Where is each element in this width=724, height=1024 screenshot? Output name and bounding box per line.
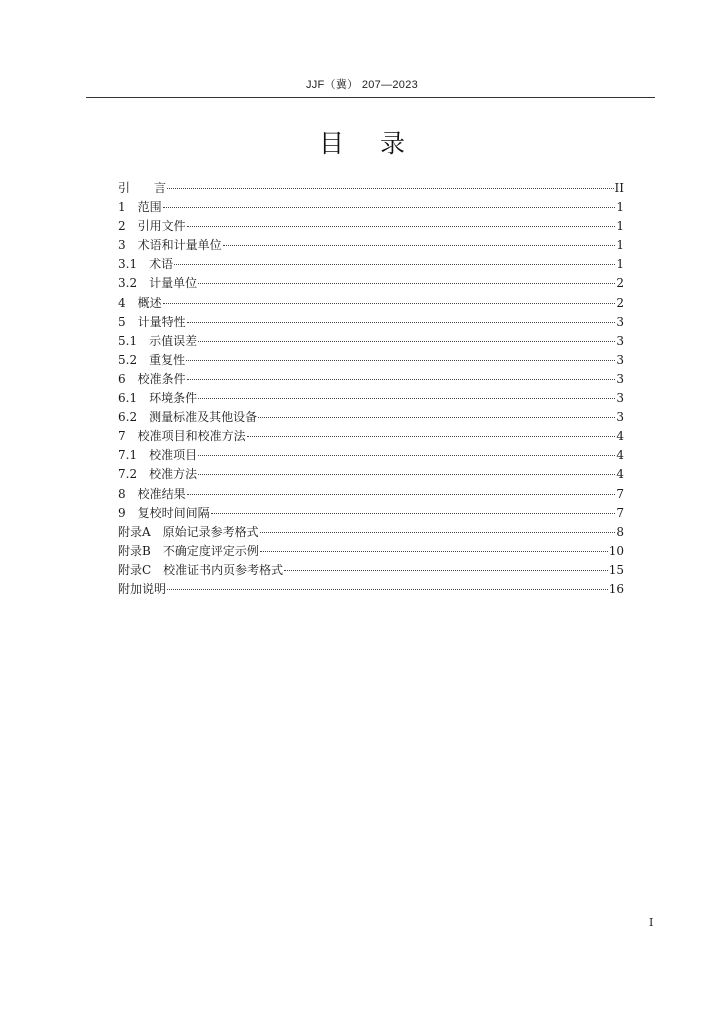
toc-entry[interactable] <box>118 485 624 504</box>
toc-entry-label: 附录C 校准证书内页参考格式 <box>118 562 284 577</box>
toc-entry[interactable] <box>118 465 624 484</box>
toc-entry-page: 16 <box>608 581 624 596</box>
toc-entry[interactable] <box>118 179 624 198</box>
toc-dot-leader <box>187 493 615 495</box>
toc-dot-leader <box>223 244 615 246</box>
toc-entry-label: 7 校准项目和校准方法 <box>118 429 246 444</box>
toc-entry-label: 8 校准结果 <box>118 486 186 501</box>
toc-entry-label: 附录B 不确定度评定示例 <box>118 543 259 558</box>
table-of-contents <box>118 179 624 599</box>
toc-entry[interactable] <box>118 446 624 465</box>
toc-dot-leader <box>198 340 615 342</box>
toc-dot-leader <box>186 359 615 361</box>
toc-entry-label: 9 复校时间间隔 <box>118 505 210 520</box>
toc-entry-page: 3 <box>616 352 624 367</box>
toc-entry[interactable] <box>118 580 624 599</box>
toc-entry-label: 5.2 重复性 <box>118 352 186 367</box>
toc-dot-leader <box>187 321 615 323</box>
toc-entry-page: 1 <box>616 238 624 253</box>
toc-dot-leader <box>211 512 615 514</box>
toc-entry-page: 7 <box>616 486 624 501</box>
toc-entry-page: 3 <box>616 391 624 406</box>
toc-entry-label: 4 概述 <box>118 295 162 310</box>
toc-dot-leader <box>260 550 608 552</box>
toc-entry-label: 6.1 环境条件 <box>118 391 198 406</box>
toc-entry[interactable] <box>118 217 624 236</box>
toc-entry-label: 3.2 计量单位 <box>118 276 198 291</box>
toc-entry-label: 附加说明 <box>118 581 167 596</box>
toc-entry-page: 3 <box>616 314 624 329</box>
toc-dot-leader <box>174 263 615 265</box>
toc-entry[interactable] <box>118 427 624 446</box>
toc-entry-label: 7.2 校准方法 <box>118 467 198 482</box>
toc-entry-page: 2 <box>616 276 624 291</box>
toc-entry-page: 7 <box>616 505 624 520</box>
toc-dot-leader <box>198 282 615 284</box>
toc-dot-leader <box>198 473 615 475</box>
toc-entry[interactable] <box>118 561 624 580</box>
toc-entry-label: 5.1 示值误差 <box>118 333 198 348</box>
toc-entry[interactable] <box>118 389 624 408</box>
toc-entry-label: 2 引用文件 <box>118 219 186 234</box>
toc-entry[interactable] <box>118 332 624 351</box>
toc-entry[interactable] <box>118 504 624 523</box>
toc-entry-page: 15 <box>608 562 624 577</box>
toc-entry[interactable] <box>118 370 624 389</box>
toc-entry-page: 3 <box>616 410 624 425</box>
toc-entry-label: 6.2 测量标准及其他设备 <box>118 410 258 425</box>
toc-entry[interactable] <box>118 542 624 561</box>
toc-entry[interactable] <box>118 198 624 217</box>
toc-entry[interactable] <box>118 236 624 255</box>
toc-entry-label: 3 术语和计量单位 <box>118 238 222 253</box>
toc-dot-leader <box>258 416 615 418</box>
toc-dot-leader <box>247 435 615 437</box>
toc-entry[interactable] <box>118 313 624 332</box>
toc-dot-leader <box>163 206 615 208</box>
toc-entry-page: 1 <box>616 257 624 272</box>
toc-dot-leader <box>167 588 608 590</box>
header-rule <box>86 97 655 98</box>
toc-dot-leader <box>198 454 615 456</box>
toc-entry[interactable] <box>118 408 624 427</box>
toc-entry[interactable] <box>118 351 624 370</box>
toc-dot-leader <box>163 302 615 304</box>
toc-entry-page: 4 <box>616 467 624 482</box>
toc-entry[interactable] <box>118 255 624 274</box>
toc-entry[interactable] <box>118 274 624 293</box>
toc-dot-leader <box>260 531 615 533</box>
running-header: JJF（冀） 207—2023 <box>305 79 419 91</box>
toc-entry-page: 10 <box>608 543 624 558</box>
toc-entry-label: 5 计量特性 <box>118 314 186 329</box>
toc-entry-page: 4 <box>616 448 624 463</box>
toc-entry[interactable] <box>118 294 624 313</box>
toc-entry-label: 3.1 术语 <box>118 257 174 272</box>
toc-dot-leader <box>167 187 614 189</box>
page-number: I <box>649 916 654 929</box>
toc-dot-leader <box>284 569 608 571</box>
toc-entry-label: 6 校准条件 <box>118 371 186 386</box>
toc-entry-label: 附录A 原始记录参考格式 <box>118 524 259 539</box>
toc-dot-leader <box>198 397 615 399</box>
toc-entry-page: 3 <box>616 371 624 386</box>
toc-entry-label: 7.1 校准项目 <box>118 448 198 463</box>
toc-entry-page: 4 <box>616 429 624 444</box>
toc-entry[interactable] <box>118 523 624 542</box>
toc-entry-page: 2 <box>616 295 624 310</box>
page-title: 目录 <box>318 129 441 158</box>
toc-entry-page: 3 <box>616 333 624 348</box>
toc-entry-label: 1 范围 <box>118 200 162 215</box>
toc-entry-page: 8 <box>616 524 624 539</box>
toc-dot-leader <box>187 378 615 380</box>
toc-entry-page: 1 <box>616 219 624 234</box>
toc-entry-page: 1 <box>616 200 624 215</box>
toc-entry-page: II <box>614 181 624 195</box>
toc-entry-label: 引 言 <box>118 181 167 195</box>
toc-dot-leader <box>187 225 615 227</box>
